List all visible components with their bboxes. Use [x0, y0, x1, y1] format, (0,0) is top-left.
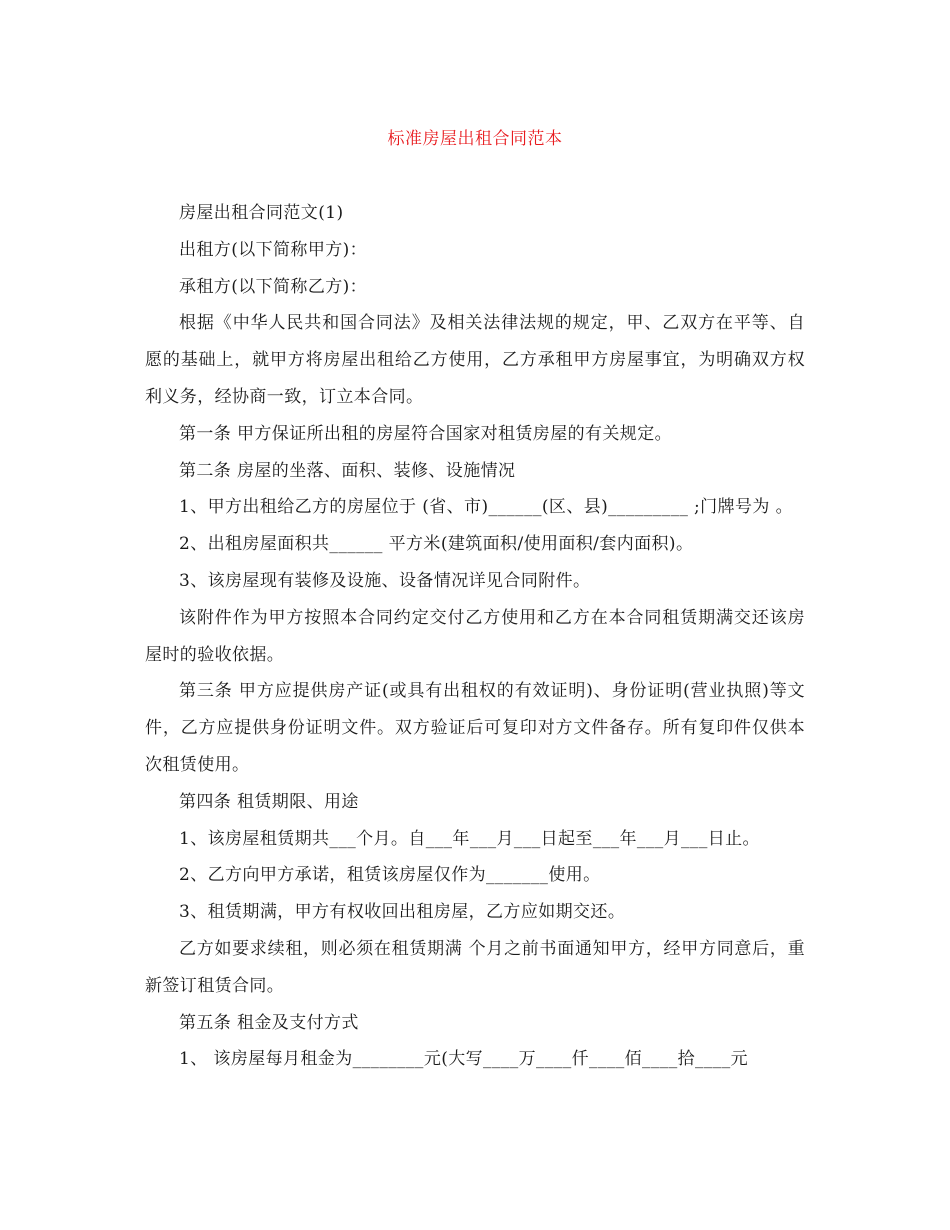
paragraph-article-2-item-1: 1、甲方出租给乙方的房屋位于 (省、市)______(区、县)_________ ;门牌号为 。: [179, 497, 793, 518]
paragraph-article-4-item-1: 1、该房屋租赁期共___个月。自___年___月___日起至___年___月___日止。: [179, 828, 760, 849]
document-body: [145, 195, 805, 1078]
paragraph-preamble: 根据《中华人民共和国合同法》及相关法律法规的规定，甲、乙双方在平等、自愿的基础上，就甲方将房屋出租给乙方使用，乙方承租甲方房屋事宜，为明确双方权利义务，经协商一致，订立本合同。: [145, 313, 805, 407]
paragraph-article-4-item-2: 2、乙方向甲方承诺，租赁该房屋仅作为_______使用。: [179, 865, 601, 886]
paragraph-heading-sample: 房屋出租合同范文(1): [179, 203, 344, 223]
paragraph-article-2-heading: 第二条 房屋的坐落、面积、装修、设施情况: [179, 460, 516, 481]
paragraph-article-5-heading: 第五条 租金及支付方式: [179, 1012, 359, 1033]
paragraph-attachment-note: 该附件作为甲方按照本合同约定交付乙方使用和乙方在本合同租赁期满交还该房屋时的验收依据。: [145, 607, 805, 665]
document-title: 标准房屋出租合同范本: [387, 129, 563, 149]
paragraph-article-4-item-3: 3、租赁期满，甲方有权收回出租房屋，乙方应如期交还。: [179, 902, 626, 923]
paragraph-article-2-item-2: 2、出租房屋面积共______ 平方米(建筑面积/使用面积/套内面积)。: [179, 534, 694, 555]
paragraph-lessee: 承租方(以下简称乙方)：: [179, 276, 368, 297]
paragraph-article-5-item-1: 1、 该房屋每月租金为________元(大写____万____仟____佰____拾____元: [179, 1049, 749, 1070]
paragraph-article-1: 第一条 甲方保证所出租的房屋符合国家对租赁房屋的有关规定。: [179, 423, 673, 444]
paragraph-renewal-note: 乙方如要求续租，则必须在租赁期满 个月之前书面通知甲方，经甲方同意后，重新签订租赁合同。: [145, 938, 805, 996]
paragraph-lessor: 出租方(以下简称甲方)：: [179, 239, 368, 260]
paragraph-article-4-heading: 第四条 租赁期限、用途: [179, 791, 359, 812]
paragraph-article-2-item-3: 3、该房屋现有装修及设施、设备情况详见合同附件。: [179, 570, 591, 591]
paragraph-article-3: 第三条 甲方应提供房产证(或具有出租权的有效证明)、身份证明(营业执照)等文件，乙方应提供身份证明文件。双方验证后可复印对方文件备存。所有复印件仅供本次租赁使用。: [145, 681, 805, 775]
